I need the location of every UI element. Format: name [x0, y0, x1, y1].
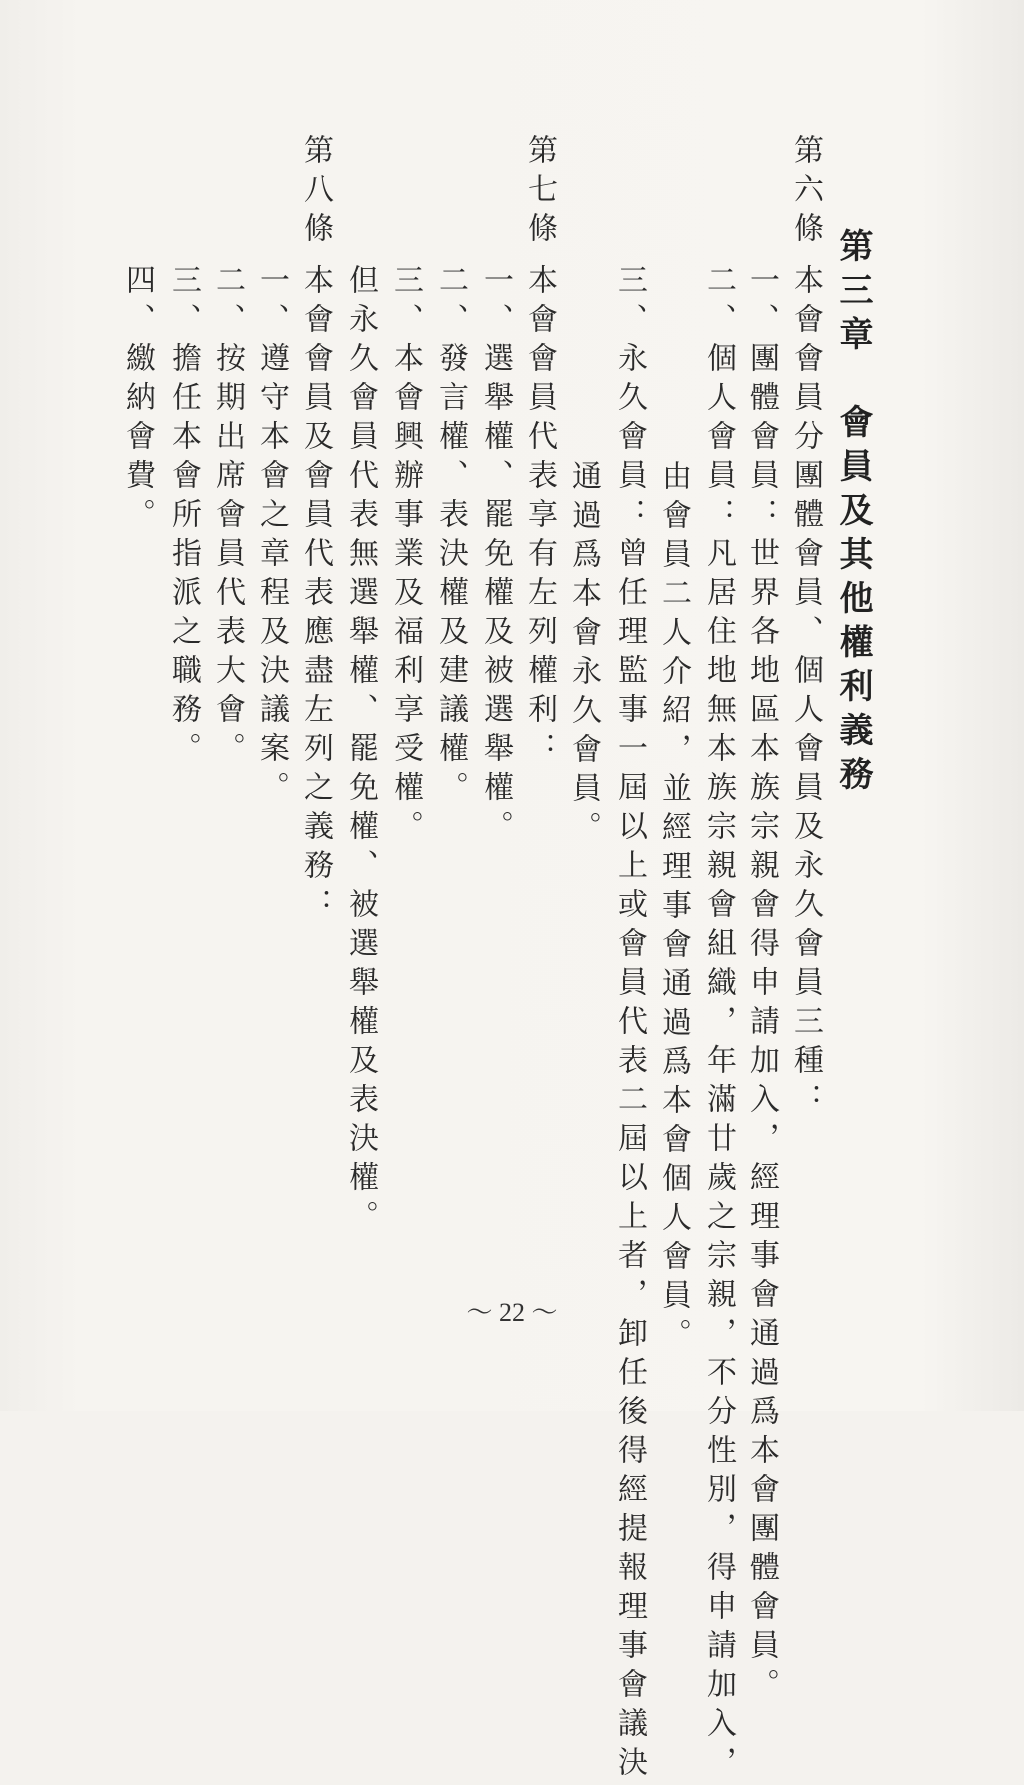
page-number: ～ 22 ～: [466, 1298, 558, 1327]
article-8-label: 第八條: [298, 134, 333, 251]
article-6-line-6: 通過爲本會永久會員。: [566, 460, 601, 850]
article-7-line-4: 三、本會興辦事業及福利享受權。: [388, 264, 423, 849]
article-8-line-4: 三、擔任本會所指派之職務。: [166, 264, 201, 771]
article-8-line-5: 四、繳納會費。: [120, 264, 155, 537]
article-7-line-1: 本會會員代表享有左列權利：: [522, 264, 557, 771]
article-6-line-3: 二、個人會員：凡居住地無本族宗親會組織，年滿廿歲之宗親，不分性別，得申請加入，: [701, 264, 736, 1785]
article-6-line-1: 本會會員分團體會員、個人會員及永久會員三種：: [788, 264, 823, 1122]
article-7-line-3: 二、發言權、表決權及建議權。: [433, 264, 468, 810]
article-7-label: 第七條: [522, 134, 557, 251]
article-7-line-5: 但永久會員代表無選舉權、罷免權、被選舉權及表決權。: [343, 264, 378, 1239]
article-8-line-3: 二、按期出席會員代表大會。: [210, 264, 245, 771]
article-8-line-1: 本會會員及會員代表應盡左列之義務：: [298, 264, 333, 927]
chapter-title: 第三章 會員及其他權利義務: [833, 228, 873, 800]
article-6-line-4: 由會員二人介紹，並經理事會通過爲本會個人會員。: [656, 460, 691, 1357]
article-6-line-5: 三、永久會員：曾任理監事一屆以上或會員代表二屆以上者，卸任後得經提報理事會議決: [612, 264, 647, 1785]
article-6-line-2: 一、團體會員：世界各地區本族宗親會得申請加入，經理事會通過爲本會團體會員。: [744, 264, 779, 1707]
article-6-label: 第六條: [788, 134, 823, 251]
article-8-line-2: 一、遵守本會之章程及決議案。: [254, 264, 289, 810]
article-7-line-2: 一、選舉權、罷免權及被選舉權。: [478, 264, 513, 849]
